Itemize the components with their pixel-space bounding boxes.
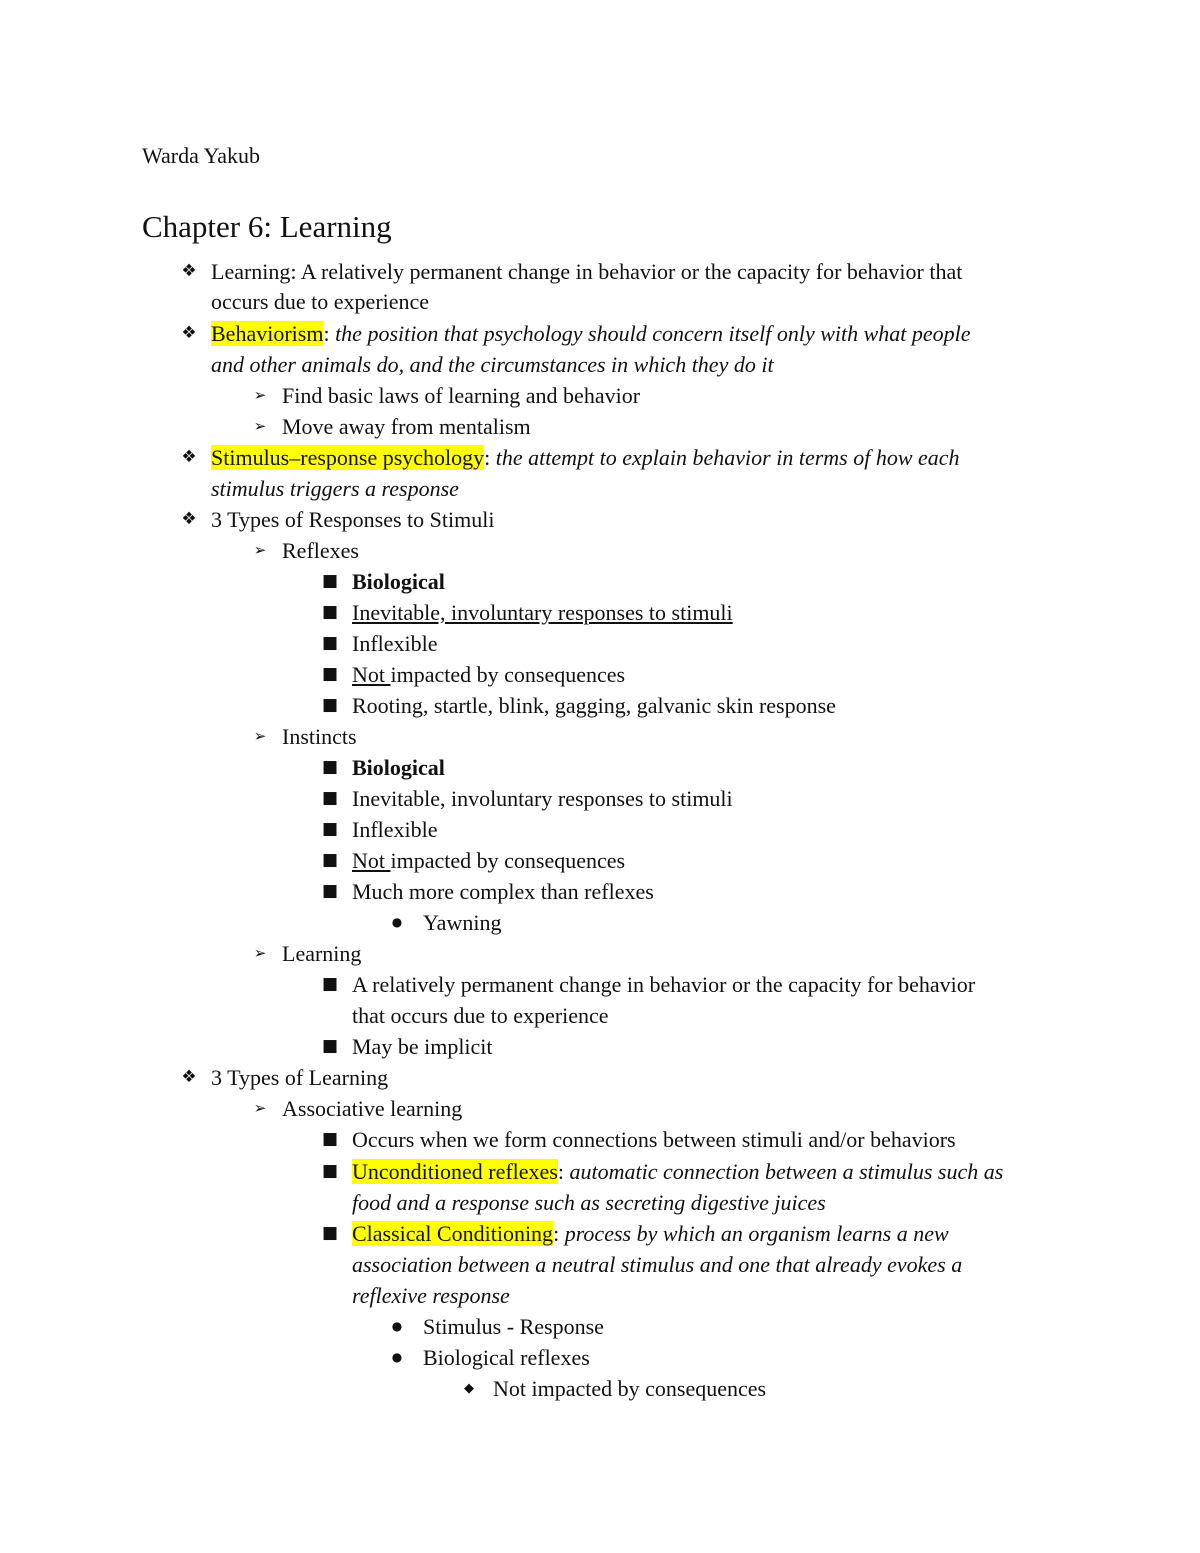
list-item-text: A relatively permanent change in behavior or the capacity for behavior bbox=[352, 972, 976, 997]
list-item-text: Associative learning bbox=[282, 1096, 463, 1121]
square-bullet-icon: ■ bbox=[321, 1036, 339, 1056]
arrow-bullet-icon: ➢ bbox=[253, 417, 267, 435]
dot-bullet-icon: ● bbox=[391, 1319, 403, 1333]
underlined-word: Not bbox=[352, 662, 391, 687]
list-item-text: Inevitable, involuntary responses to stimuli bbox=[352, 786, 733, 811]
list-item-text: Inevitable, involuntary responses to stimuli bbox=[352, 600, 733, 625]
list-item-text: Biological bbox=[352, 755, 445, 780]
arrow-bullet-icon: ➢ bbox=[253, 944, 267, 962]
term-definition: stimulus triggers a response bbox=[211, 476, 459, 501]
term-definition: automatic connection between a stimulus such as bbox=[569, 1159, 1004, 1184]
list-item-text: impacted by consequences bbox=[390, 662, 626, 687]
list-item-continuation bbox=[211, 473, 459, 504]
square-bullet-icon: ■ bbox=[321, 695, 339, 715]
square-bullet-icon: ■ bbox=[321, 633, 339, 653]
list-item-text: Biological reflexes bbox=[423, 1345, 590, 1370]
list-item-text: occurs due to experience bbox=[211, 289, 430, 314]
list-item-text: Yawning bbox=[423, 910, 502, 935]
term-definition: the position that psychology should concern itself only with what people bbox=[335, 321, 971, 346]
square-bullet-icon: ■ bbox=[321, 850, 339, 870]
term-definition: and other animals do, and the circumstances in which they do it bbox=[211, 352, 774, 377]
diamond-bullet-icon: ❖ bbox=[181, 261, 197, 281]
diamond-bullet-icon: ❖ bbox=[181, 447, 197, 467]
list-item-text: Inflexible bbox=[352, 631, 438, 656]
list-item-text: Reflexes bbox=[282, 538, 359, 563]
list-item-continuation bbox=[211, 286, 429, 317]
dot-bullet-icon: ● bbox=[391, 915, 403, 929]
list-item-text: impacted by consequences bbox=[390, 848, 626, 873]
square-bullet-icon: ■ bbox=[321, 1161, 339, 1181]
arrow-bullet-icon: ➢ bbox=[253, 1099, 267, 1117]
term-definition: food and a response such as secreting digestive juices bbox=[352, 1190, 826, 1215]
list-item-text: Biological bbox=[352, 569, 445, 594]
term-definition: process by which an organism learns a new bbox=[564, 1221, 949, 1246]
list-item-text: Not impacted by consequences bbox=[493, 1376, 767, 1401]
term-separator: : bbox=[557, 1159, 570, 1184]
square-bullet-icon: ■ bbox=[321, 757, 339, 777]
list-item-text: Instincts bbox=[282, 724, 357, 749]
square-bullet-icon: ■ bbox=[321, 664, 339, 684]
list-item-continuation bbox=[352, 1187, 826, 1218]
highlighted-term: Stimulus–response psychology bbox=[211, 445, 485, 470]
list-item-text: 3 Types of Learning bbox=[211, 1065, 389, 1090]
list-item-continuation bbox=[352, 1280, 510, 1311]
highlighted-term: Behaviorism bbox=[211, 321, 324, 346]
square-bullet-icon: ■ bbox=[321, 819, 339, 839]
arrow-bullet-icon: ➢ bbox=[253, 386, 267, 404]
square-bullet-icon: ■ bbox=[321, 1129, 339, 1149]
term-separator: : bbox=[484, 445, 496, 470]
square-bullet-icon: ■ bbox=[321, 881, 339, 901]
list-item-text: Occurs when we form connections between stimuli and/or behaviors bbox=[352, 1127, 956, 1152]
list-item-text: May be implicit bbox=[352, 1034, 493, 1059]
diamond-bullet-icon: ❖ bbox=[181, 323, 197, 343]
square-bullet-icon: ■ bbox=[321, 602, 339, 622]
term-definition: association between a neutral stimulus and one that already evokes a bbox=[352, 1252, 963, 1277]
list-item-text: Stimulus - Response bbox=[423, 1314, 604, 1339]
chapter-title: Chapter 6: Learning bbox=[142, 209, 392, 244]
list-item-text: Much more complex than reflexes bbox=[352, 879, 654, 904]
underlined-word: Not bbox=[352, 848, 391, 873]
diamond-small-bullet-icon: ◆ bbox=[464, 1381, 474, 1396]
square-bullet-icon: ■ bbox=[321, 974, 339, 994]
term-definition: reflexive response bbox=[352, 1283, 510, 1308]
square-bullet-icon: ■ bbox=[321, 1223, 339, 1243]
arrow-bullet-icon: ➢ bbox=[253, 727, 267, 745]
list-item-text: 3 Types of Responses to Stimuli bbox=[211, 507, 495, 532]
diamond-bullet-icon: ❖ bbox=[181, 1067, 197, 1087]
dot-bullet-icon: ● bbox=[391, 1350, 403, 1364]
list-item-text: Move away from mentalism bbox=[282, 414, 531, 439]
list-item-text: Learning: A relatively permanent change in behavior or the capacity for behavior that bbox=[211, 259, 963, 284]
list-item-text: that occurs due to experience bbox=[352, 1003, 609, 1028]
list-item-continuation bbox=[352, 1000, 609, 1031]
author-name: Warda Yakub bbox=[142, 143, 260, 168]
term-separator: : bbox=[553, 1221, 565, 1246]
list-item-continuation bbox=[352, 1249, 962, 1280]
list-item-text: Rooting, startle, blink, gagging, galvanic skin response bbox=[352, 693, 836, 718]
square-bullet-icon: ■ bbox=[321, 571, 339, 591]
list-item-continuation bbox=[211, 349, 774, 380]
list-item-text: Find basic laws of learning and behavior bbox=[282, 383, 641, 408]
square-bullet-icon: ■ bbox=[321, 788, 339, 808]
arrow-bullet-icon: ➢ bbox=[253, 541, 267, 559]
term-separator: : bbox=[323, 321, 336, 346]
term-definition: the attempt to explain behavior in terms of how each bbox=[495, 445, 960, 470]
list-item-text: Learning bbox=[282, 941, 362, 966]
highlighted-term: Classical Conditioning bbox=[352, 1221, 554, 1246]
diamond-bullet-icon: ❖ bbox=[181, 509, 197, 529]
list-item-text: Inflexible bbox=[352, 817, 438, 842]
highlighted-term: Unconditioned reflexes bbox=[352, 1159, 558, 1184]
